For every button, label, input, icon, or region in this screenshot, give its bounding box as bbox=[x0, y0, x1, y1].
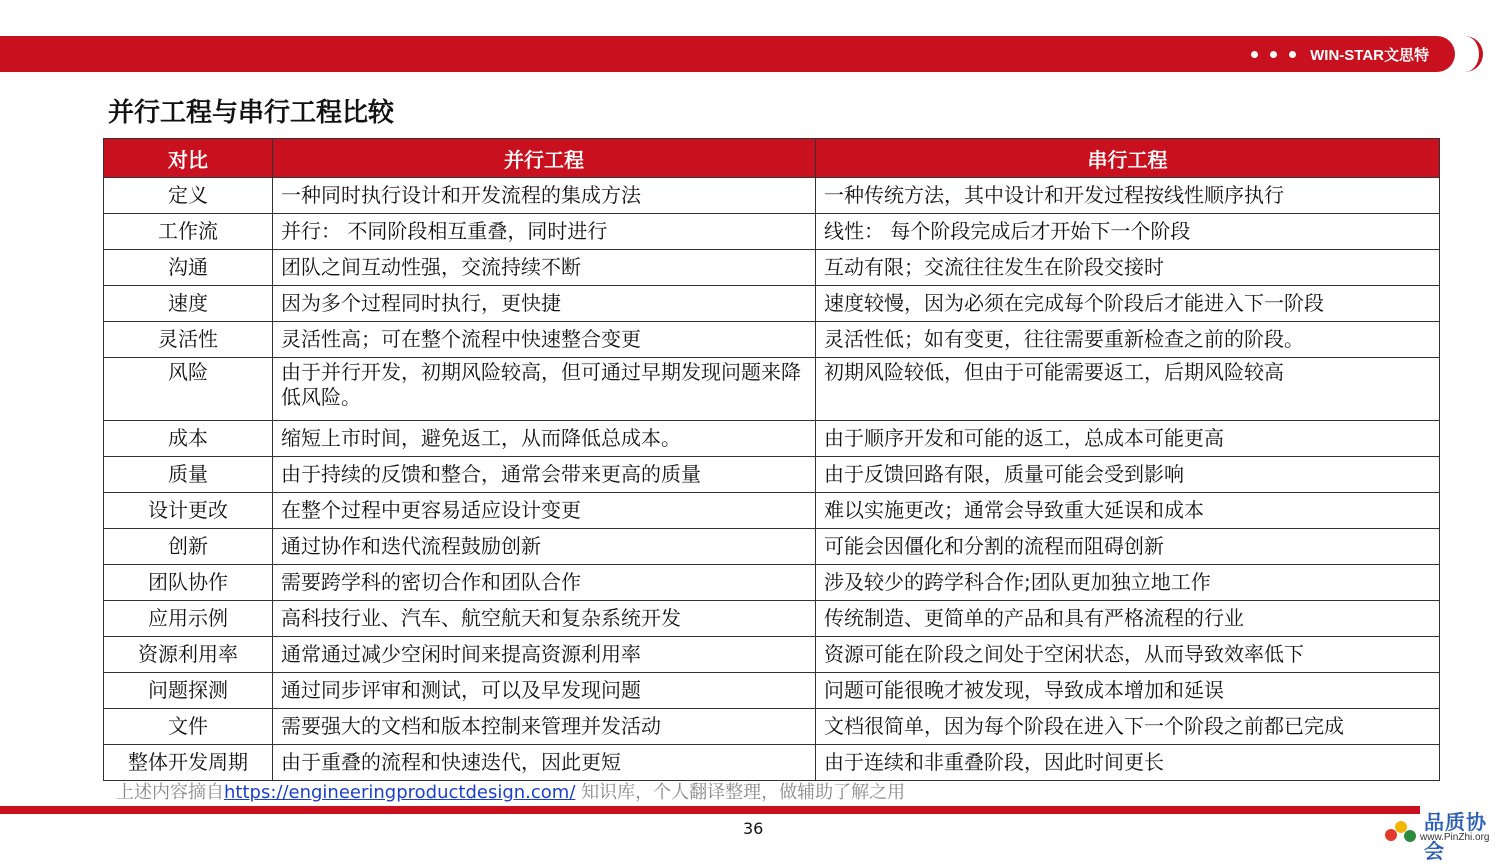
table-row bbox=[104, 529, 1440, 565]
row-label: 质量 bbox=[104, 457, 273, 493]
row-label: 定义 bbox=[104, 178, 273, 214]
sequential-cell: 难以实施更改；通常会导致重大延误和成本 bbox=[816, 493, 1440, 529]
row-label: 设计更改 bbox=[104, 493, 273, 529]
table-row bbox=[104, 493, 1440, 529]
concurrent-cell: 高科技行业、汽车、航空航天和复杂系统开发 bbox=[273, 601, 816, 637]
comparison-table bbox=[103, 138, 1440, 781]
table-row bbox=[104, 250, 1440, 286]
source-link[interactable]: https://engineeringproductdesign.com/ bbox=[224, 782, 576, 803]
concurrent-cell: 需要跨学科的密切合作和团队合作 bbox=[273, 565, 816, 601]
row-label: 整体开发周期 bbox=[104, 745, 273, 781]
concurrent-cell: 在整个过程中更容易适应设计变更 bbox=[273, 493, 816, 529]
concurrent-cell: 团队之间互动性强，交流持续不断 bbox=[273, 250, 816, 286]
table-row bbox=[104, 358, 1440, 421]
table-row bbox=[104, 601, 1440, 637]
row-label: 文件 bbox=[104, 709, 273, 745]
concurrent-cell: 通过协作和迭代流程鼓励创新 bbox=[273, 529, 816, 565]
concurrent-cell: 由于并行开发，初期风险较高，但可通过早期发现问题来降低风险。 bbox=[273, 358, 816, 421]
sequential-cell: 问题可能很晚才被发现，导致成本增加和延误 bbox=[816, 673, 1440, 709]
logo-mark-icon bbox=[1384, 818, 1418, 844]
sequential-cell: 线性： 每个阶段完成后才开始下一个阶段 bbox=[816, 214, 1440, 250]
concurrent-cell: 由于持续的反馈和整合，通常会带来更高的质量 bbox=[273, 457, 816, 493]
row-label: 沟通 bbox=[104, 250, 273, 286]
sequential-cell: 可能会因僵化和分割的流程而阻碍创新 bbox=[816, 529, 1440, 565]
brand-name: WIN-STAR文思特 bbox=[1310, 46, 1429, 64]
row-label: 工作流 bbox=[104, 214, 273, 250]
footer-band bbox=[0, 806, 1420, 814]
sequential-cell: 一种传统方法，其中设计和开发过程按线性顺序执行 bbox=[816, 178, 1440, 214]
row-label: 速度 bbox=[104, 286, 273, 322]
row-label: 应用示例 bbox=[104, 601, 273, 637]
concurrent-cell: 缩短上市时间，避免返工，从而降低总成本。 bbox=[273, 421, 816, 457]
concurrent-cell: 需要强大的文档和版本控制来管理并发活动 bbox=[273, 709, 816, 745]
row-label: 风险 bbox=[104, 358, 273, 421]
sequential-cell: 传统制造、更简单的产品和具有严格流程的行业 bbox=[816, 601, 1440, 637]
sequential-cell: 由于连续和非重叠阶段，因此时间更长 bbox=[816, 745, 1440, 781]
source-note bbox=[116, 778, 905, 804]
brand bbox=[1251, 36, 1429, 72]
sequential-cell: 文档很简单，因为每个阶段在进入下一个阶段之前都已完成 bbox=[816, 709, 1440, 745]
table-row bbox=[104, 673, 1440, 709]
row-label: 灵活性 bbox=[104, 322, 273, 358]
sequential-cell: 初期风险较低，但由于可能需要返工，后期风险较高 bbox=[816, 358, 1440, 421]
dots-decoration bbox=[1251, 51, 1296, 58]
table-row bbox=[104, 745, 1440, 781]
table-header-row bbox=[104, 139, 1440, 178]
source-note-suffix: 知识库，个人翻译整理，做辅助了解之用 bbox=[575, 782, 906, 803]
logo-url: www.PinZhi.org bbox=[1420, 832, 1490, 843]
row-label: 资源利用率 bbox=[104, 637, 273, 673]
table-row bbox=[104, 322, 1440, 358]
sequential-cell: 资源可能在阶段之间处于空闲状态，从而导致效率低下 bbox=[816, 637, 1440, 673]
row-label: 成本 bbox=[104, 421, 273, 457]
pinzhi-logo bbox=[1384, 806, 1506, 863]
concurrent-cell: 通过同步评审和测试，可以及早发现问题 bbox=[273, 673, 816, 709]
header-sequential: 串行工程 bbox=[816, 139, 1440, 178]
sequential-cell: 灵活性低；如有变更，往往需要重新检查之前的阶段。 bbox=[816, 322, 1440, 358]
sequential-cell: 互动有限；交流往往发生在阶段交接时 bbox=[816, 250, 1440, 286]
concurrent-cell: 因为多个过程同时执行，更快捷 bbox=[273, 286, 816, 322]
sequential-cell: 速度较慢，因为必须在完成每个阶段后才能进入下一阶段 bbox=[816, 286, 1440, 322]
sequential-cell: 由于反馈回路有限，质量可能会受到影响 bbox=[816, 457, 1440, 493]
source-note-prefix: 上述内容摘自 bbox=[116, 782, 224, 803]
logo-name: 品质协会 bbox=[1424, 810, 1487, 863]
sequential-cell: 涉及较少的跨学科合作;团队更加独立地工作 bbox=[816, 565, 1440, 601]
table-row bbox=[104, 709, 1440, 745]
row-label: 创新 bbox=[104, 529, 273, 565]
table-row bbox=[104, 637, 1440, 673]
header-band-edge bbox=[1445, 36, 1483, 72]
concurrent-cell: 灵活性高；可在整个流程中快速整合变更 bbox=[273, 322, 816, 358]
table-row bbox=[104, 214, 1440, 250]
header-concurrent: 并行工程 bbox=[273, 139, 816, 178]
table-row bbox=[104, 421, 1440, 457]
page-number: 36 bbox=[743, 819, 764, 838]
page-title: 并行工程与串行工程比较 bbox=[108, 98, 395, 128]
header-band bbox=[0, 36, 1455, 72]
table-row bbox=[104, 565, 1440, 601]
concurrent-cell: 一种同时执行设计和开发流程的集成方法 bbox=[273, 178, 816, 214]
sequential-cell: 由于顺序开发和可能的返工，总成本可能更高 bbox=[816, 421, 1440, 457]
table-row bbox=[104, 178, 1440, 214]
concurrent-cell: 由于重叠的流程和快速迭代，因此更短 bbox=[273, 745, 816, 781]
table-row bbox=[104, 457, 1440, 493]
row-label: 团队协作 bbox=[104, 565, 273, 601]
row-label: 问题探测 bbox=[104, 673, 273, 709]
table-row bbox=[104, 286, 1440, 322]
concurrent-cell: 通常通过减少空闲时间来提高资源利用率 bbox=[273, 637, 816, 673]
concurrent-cell: 并行： 不同阶段相互重叠，同时进行 bbox=[273, 214, 816, 250]
header-compare: 对比 bbox=[104, 139, 273, 178]
